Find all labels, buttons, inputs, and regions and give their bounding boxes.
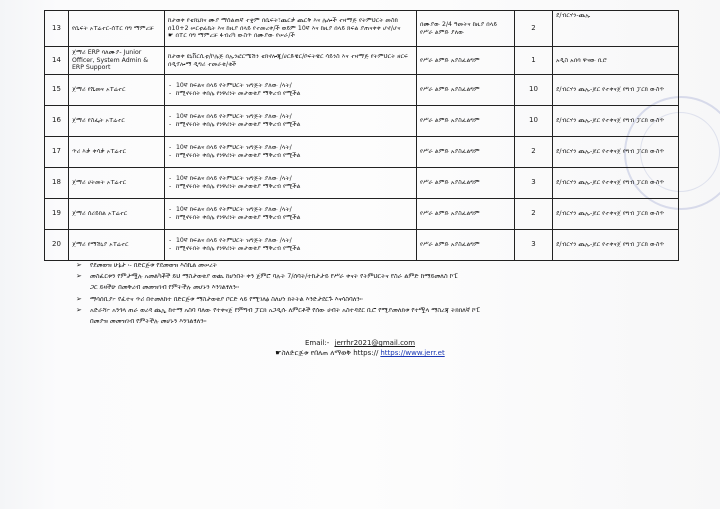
requirement-text: ከታወቀ የቴክኒክና ሙያ ማሰልጠኛ ተቋም በሴፍት፣ጨርቃ ጨርቅ እና ሌሎች ተዛማጅ የትምህርት መስክ በ10+2 ሠርቲፊኬት እና ከዚያ በላይ የተመረቀ/ች ወይም 10ኛ እና ከዚያ በላይ ክፍል ያጠናቀቀ ሆኖ/ሆና: [168, 17, 401, 32]
note-text: አድራሻ፦ አንጎላ ጠራ ወረዳ ጨኢ ከተማ አስባ ባለው የተቀናጀ የምግብ ፓርክ አጋዲሱ ለምርቶች የሰው ሀብት አስተዳደር ቢሮ የሚያመለክቱ የተሟላ ማስረጃ ትክክለኛ ኮፒ: [90, 306, 481, 314]
arrow-bullet-icon: ➢: [76, 306, 82, 314]
experience: የሥራ ልምድ አያስፈልግም: [417, 199, 515, 230]
job-title: ጀማሪ የማሽኒያ ኦፐሬተር: [69, 230, 165, 261]
table-row: [45, 47, 679, 75]
job-title: የሴፍት ኦፐሬተር-ሰፐር ባግ ማምረቻ: [69, 11, 165, 47]
note-continuation: ጋር ይዛችሁ በመቅረብ መመዝገብ የምትችሉ መሆኑን እንገልፃለን።: [90, 283, 239, 291]
experience: የሥራ ልምድ አያስፈልግም: [417, 75, 515, 106]
row-number: 15: [45, 75, 69, 106]
work-location: ደ/ብርሃን-ጨኢ: [553, 11, 679, 47]
note-text: ማሳሰቢያ፦ የፈተና ጥሪ በተመለከተ በድርጅቱ ማስታወቂያ ቦርድ ላይ የሚገለፅ ስለሆነ ክትትል እንድታደርጉ እናሳስባለን።: [90, 295, 363, 303]
table-row: [45, 75, 679, 106]
website-prefix: ☛ስለድርጅቱ የበለጠ ለማወቅ: [275, 349, 352, 357]
requirement-item: - 10ኛ ክፍልና በላይ የትምህርት ዝግጅት ያለው /ላት/: [176, 113, 413, 121]
row-number: 14: [45, 47, 69, 75]
requirement-item: - 10ኛ ክፍልና በላይ የትምህርት ዝግጅት ያለው /ላት/: [176, 206, 413, 214]
requirements: [165, 75, 417, 106]
requirement-item: - 10ኛ ክፍልና በላይ የትምህርት ዝግጅት ያለው /ላት/: [176, 82, 413, 90]
requirements: [165, 11, 417, 47]
requirement-item: - 10ኛ ክፍልና በላይ የትምህርት ዝግጅት ያለው /ላት/: [176, 175, 413, 183]
row-number: 17: [45, 137, 69, 168]
requirement-item: - 10ኛ ክፍልና በላይ የትምህርት ዝግጅት ያለው /ላት/: [176, 237, 413, 245]
email-label: Email:-: [304, 339, 330, 347]
table-row: [45, 106, 679, 137]
work-location: ደ/ብርሃን ጨኢ-ጆር የተቀናጀ የግብ ፓርክ ውስጥ: [553, 137, 679, 168]
job-title: ጀማሪ ሀትመት ኦፐሬተር: [69, 168, 165, 199]
job-title: ጥሪ እቃ ቀሳቃ ኦፐሬተር: [69, 137, 165, 168]
experience: የሥራ ልምድ አያስፈልግም: [417, 137, 515, 168]
work-location: ደ/ብርሃን ጨኢ-ጆር የተቀናጀ የግብ ፓርክ ውስጥ: [553, 106, 679, 137]
website-line: [0, 349, 720, 358]
row-number: 20: [45, 230, 69, 261]
requirement-item: - ከሚኖሩበት ቀበሌ የነዋሪነት መታወቂያ ማቅረብ የሚችል: [176, 214, 413, 222]
requirement-text: ☛ በፐር ባግ ማምረቻ ፋብሪካ ውስጥ በሙያው የሠራ/ች: [168, 32, 295, 40]
requirements: [165, 199, 417, 230]
requirements: [165, 137, 417, 168]
table-row: [45, 137, 679, 168]
note-salary: [76, 261, 676, 269]
experience: የሥራ ልምድ አያስፈልግም: [417, 47, 515, 75]
requirement-item: - 10ኛ ክፍልና በላይ የትምህርት ዝግጅት ያለው /ላት/: [176, 144, 413, 152]
row-number: 13: [45, 11, 69, 47]
note-application: [76, 272, 676, 280]
work-location: ደ/ብርሃን ጨኢ-ጆር የተቀናጀ የግብ ፓርክ ውስጥ: [553, 168, 679, 199]
job-vacancy-table: [44, 10, 679, 261]
experience: የሥራ ልምድ አያስፈልግም: [417, 230, 515, 261]
work-location: ደ/ብርሃን ጨኢ-ጆር የተቀናጀ የግብ ፓርክ ውስጥ: [553, 75, 679, 106]
vacancy-count: 2: [515, 137, 553, 168]
requirement-item: - ከሚኖሩበት ቀበሌ የነዋሪነት መታወቂያ ማቅረብ የሚችል: [176, 245, 413, 253]
vacancy-count: 2: [515, 199, 553, 230]
requirements: [165, 106, 417, 137]
requirement-item: - ከሚኖሩበት ቀበሌ የነዋሪነት መታወቂያ ማቅረብ የሚችል: [176, 121, 413, 129]
row-number: 18: [45, 168, 69, 199]
table-row: [45, 168, 679, 199]
note-text: መስፈርቱን የምታሟሉ አመልካቾች ይህ ማስታወቂያ ወጪ ከሆነበት ቀን ጀምሮ ባሉት 7/ሰባት/ተከታታይ የሥራ ቀናት የትምህርትና የስራ ልምድ ከማይመለስ ኮፒ: [90, 272, 458, 280]
arrow-bullet-icon: ➢: [76, 272, 82, 280]
requirement-item: - ከሚኖሩበት ቀበሌ የነዋሪነት መታወቂያ ማቅረብ የሚችል: [176, 152, 413, 160]
experience: የሥራ ልምድ አያስፈልግም: [417, 168, 515, 199]
arrow-bullet-icon: ➢: [76, 261, 82, 269]
table-row: [45, 199, 679, 230]
vacancy-count: 1: [515, 47, 553, 75]
notes-section: [76, 261, 676, 329]
job-title: ጀማሪ ERP ባለሙያ- Junior Officer, System Admin & ERP Support: [69, 47, 165, 75]
email-link[interactable]: jerrhr2021@gmail.com: [334, 339, 416, 347]
experience: በሙያው 2/4 ዓመትና ከዚያ በላይ የሥራ ልምድ ያለው: [417, 11, 515, 47]
website-plain: https://: [353, 349, 379, 357]
vacancy-count: 2: [515, 11, 553, 47]
vacancy-count: 3: [515, 168, 553, 199]
work-location: ደ/ብርሃን ጨኢ-ጆር የተቀናጀ የግብ ፓርክ ውስጥ: [553, 230, 679, 261]
note-text: የደመወዝ ሁኔታ ፡- በድርጅቱ የደመወዝ እስኬል መሠረት: [90, 261, 218, 269]
note-reminder: [76, 295, 676, 303]
table-row: [45, 11, 679, 47]
work-location: ደ/ብርሃን ጨኢ-ጆር የተቀናጀ የግብ ፓርክ ውስጥ: [553, 199, 679, 230]
note-continuation: በመያዝ መመዝገብ የምትችሉ መሆኑን እንገልፃለን።: [90, 317, 207, 325]
requirement-item: - ከሚኖሩበት ቀበሌ የነዋሪነት መታወቂያ ማቅረብ የሚችል: [176, 183, 413, 191]
experience: የሥራ ልምድ አያስፈልግም: [417, 106, 515, 137]
requirements: ከታወቀ ዩኒቨርሲቲ/ኮሌጅ በኢንፎርሜሽን ቴክኖሎጂ/ሀርድዌር/ሶፍትዌር ሳይንስ እና ተዛማጅ የትምህርት ዘርፍ በዲፕሎማ ዲግሪ ተመራቂ/ቂች: [165, 47, 417, 75]
row-number: 19: [45, 199, 69, 230]
requirement-item: - ከሚኖሩበት ቀበሌ የነዋሪነት መታወቂያ ማቅረብ የሚችል: [176, 90, 413, 98]
job-title: ጀማሪ የስፌት ኦፐሬተር: [69, 106, 165, 137]
work-location: አዲስ አበባ ዋናው ቢሮ: [553, 47, 679, 75]
job-title: ጀማሪ የሼመና ኦፐሬተር: [69, 75, 165, 106]
note-address: [76, 306, 676, 314]
requirements: [165, 230, 417, 261]
vacancy-count: 3: [515, 230, 553, 261]
row-number: 16: [45, 106, 69, 137]
table-row: [45, 230, 679, 261]
website-link[interactable]: https://www.jerr.et: [380, 349, 445, 357]
arrow-bullet-icon: ➢: [76, 295, 82, 303]
job-title: ጀማሪ ሰሪይክል ኦፐሬተር: [69, 199, 165, 230]
vacancy-count: 10: [515, 106, 553, 137]
email-line: [0, 339, 720, 347]
requirements: [165, 168, 417, 199]
vacancy-count: 10: [515, 75, 553, 106]
